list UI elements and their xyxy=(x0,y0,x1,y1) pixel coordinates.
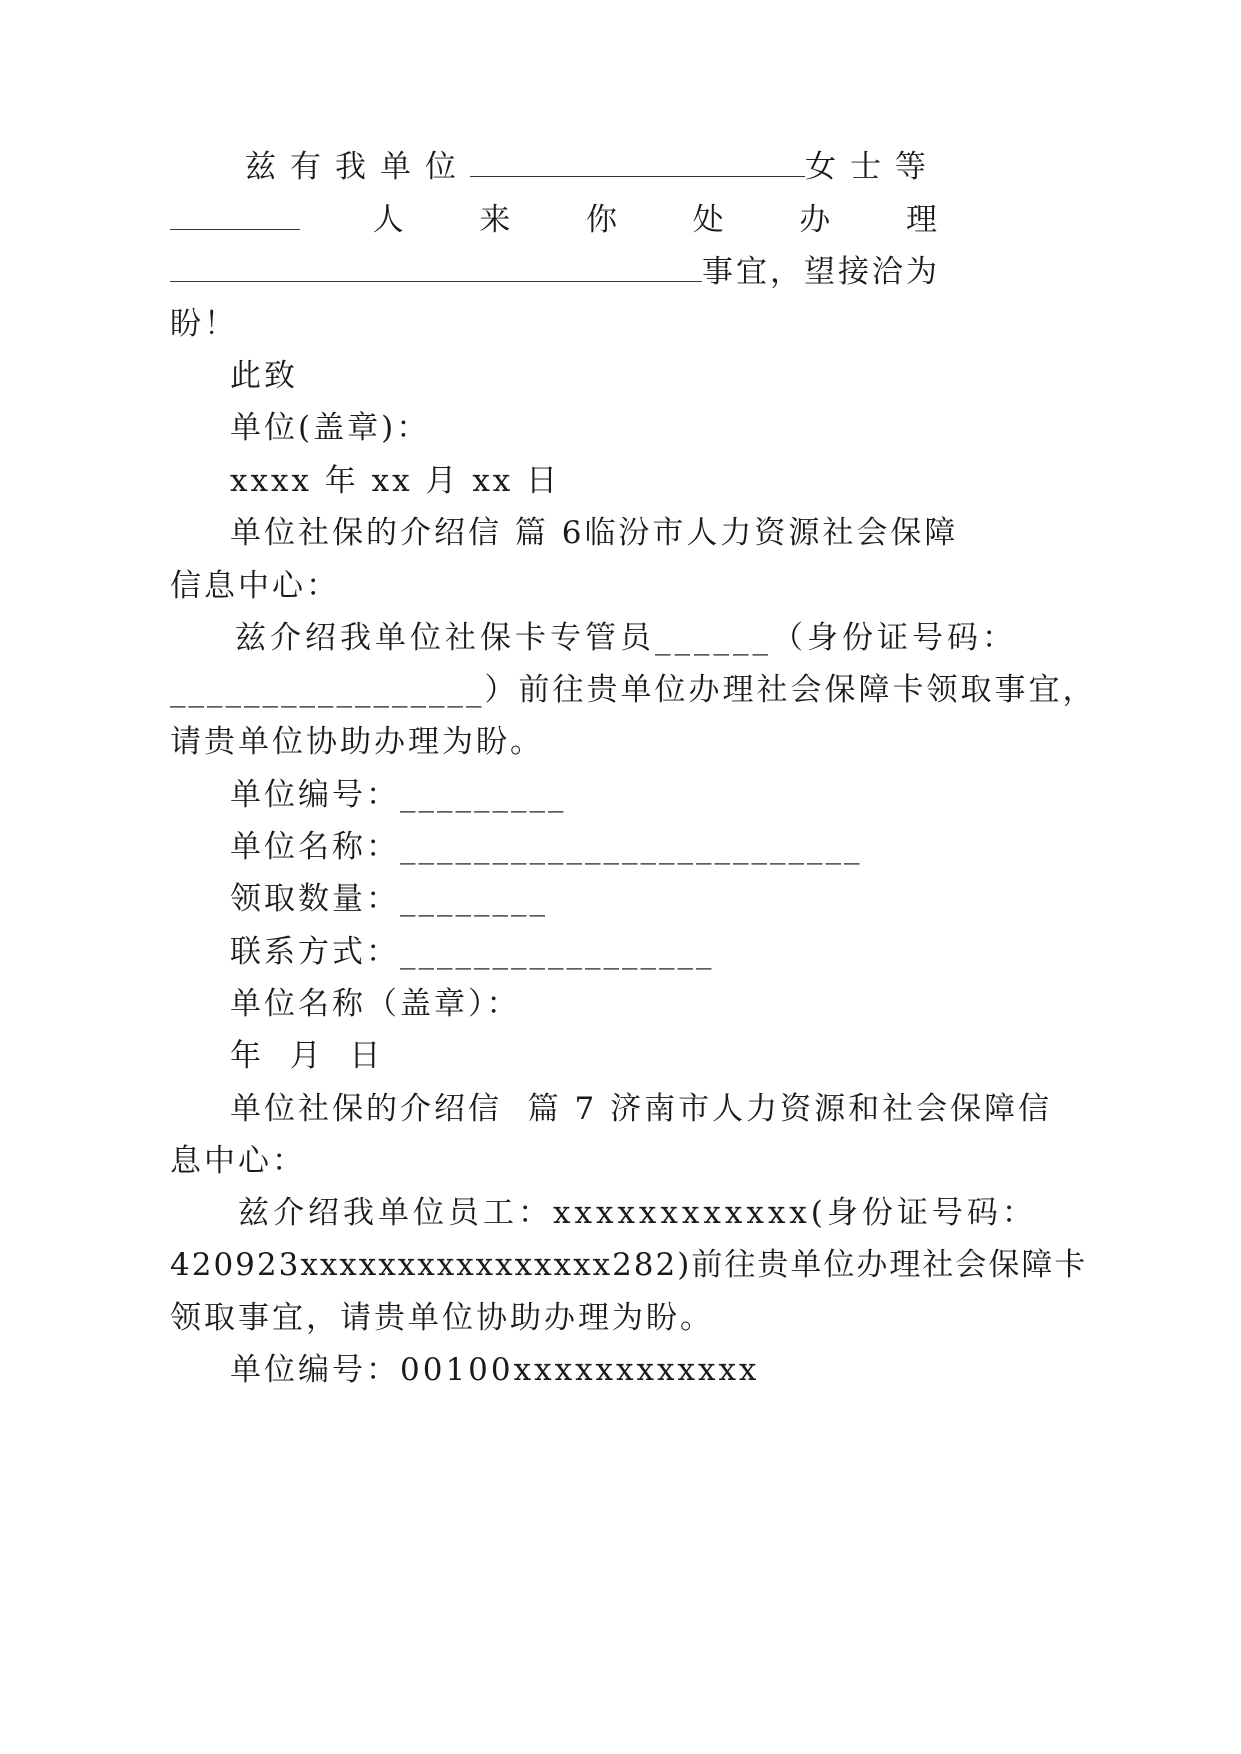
letter2-body2: _________________）前往贵单位办理社会保障卡领取事宜， xyxy=(170,672,1097,708)
letter2-body3: 请贵单位协助办理为盼。 xyxy=(170,724,544,760)
letter2-field-qty: 领取数量：________ xyxy=(230,881,548,917)
letter1-line3 xyxy=(170,251,940,292)
letter1-line3-suffix: 事宜，望接洽为 xyxy=(702,254,940,290)
letter2-heading-cont: 信息中心： xyxy=(170,568,340,604)
blank-count xyxy=(170,199,300,230)
letter2-field-name: 单位名称：_________________________ xyxy=(230,829,863,865)
blank-matter xyxy=(170,251,702,282)
letter3-body2: 420923xxxxxxxxxxxxxxxx282)前往贵单位办理社会保障卡 xyxy=(170,1247,1088,1283)
letter2-seal: 单位名称（盖章）： xyxy=(230,986,521,1022)
letter1-word-1: 来 xyxy=(479,202,514,238)
letter1-line2 xyxy=(170,199,940,240)
letter2-body1: 兹介绍我单位社保卡专管员______（身份证号码： xyxy=(235,620,1017,656)
letter2-field-contact: 联系方式：_________________ xyxy=(230,934,715,970)
letter2-heading-right: 临汾市人力资源社会保障 xyxy=(584,515,959,551)
letter2-heading xyxy=(230,513,959,553)
letter1-seal: 单位(盖章)： xyxy=(230,410,431,446)
letter3-field-code: 单位编号：00100xxxxxxxxxxxx xyxy=(230,1352,760,1388)
letter3-heading: 单位社保的介绍信 篇 7 济南市人力资源和社会保障信 xyxy=(230,1091,1053,1127)
letter2-heading-left: 单位社保的介绍信 篇 6 xyxy=(230,515,585,551)
letter1-line1-text: 兹有我单位 xyxy=(245,149,470,185)
letter3-body1: 兹介绍我单位员工：xxxxxxxxxxxx(身份证号码： xyxy=(238,1195,1037,1231)
letter1-word-0: 人 xyxy=(372,202,407,238)
letter1-closing: 此致 xyxy=(230,358,298,394)
letter2-date: 年 月 日 xyxy=(230,1038,384,1074)
letter1-date: xxxx 年 xx 月 xx 日 xyxy=(230,463,561,499)
letter1-line1 xyxy=(245,146,940,187)
letter1-line1-suffix: 女士等 xyxy=(805,149,940,185)
letter3-heading-cont: 息中心： xyxy=(170,1143,306,1179)
letter1-line4: 盼！ xyxy=(170,306,238,342)
letter2-field-code: 单位编号：_________ xyxy=(230,777,567,813)
letter1-word-3: 处 xyxy=(692,202,727,238)
letter3-body3: 领取事宜，请贵单位协助办理为盼。 xyxy=(170,1300,714,1336)
blank-unit-name xyxy=(470,146,805,177)
letter1-word-2: 你 xyxy=(585,202,620,238)
letter1-word-5: 理 xyxy=(905,202,940,238)
letter1-word-4: 办 xyxy=(799,202,834,238)
